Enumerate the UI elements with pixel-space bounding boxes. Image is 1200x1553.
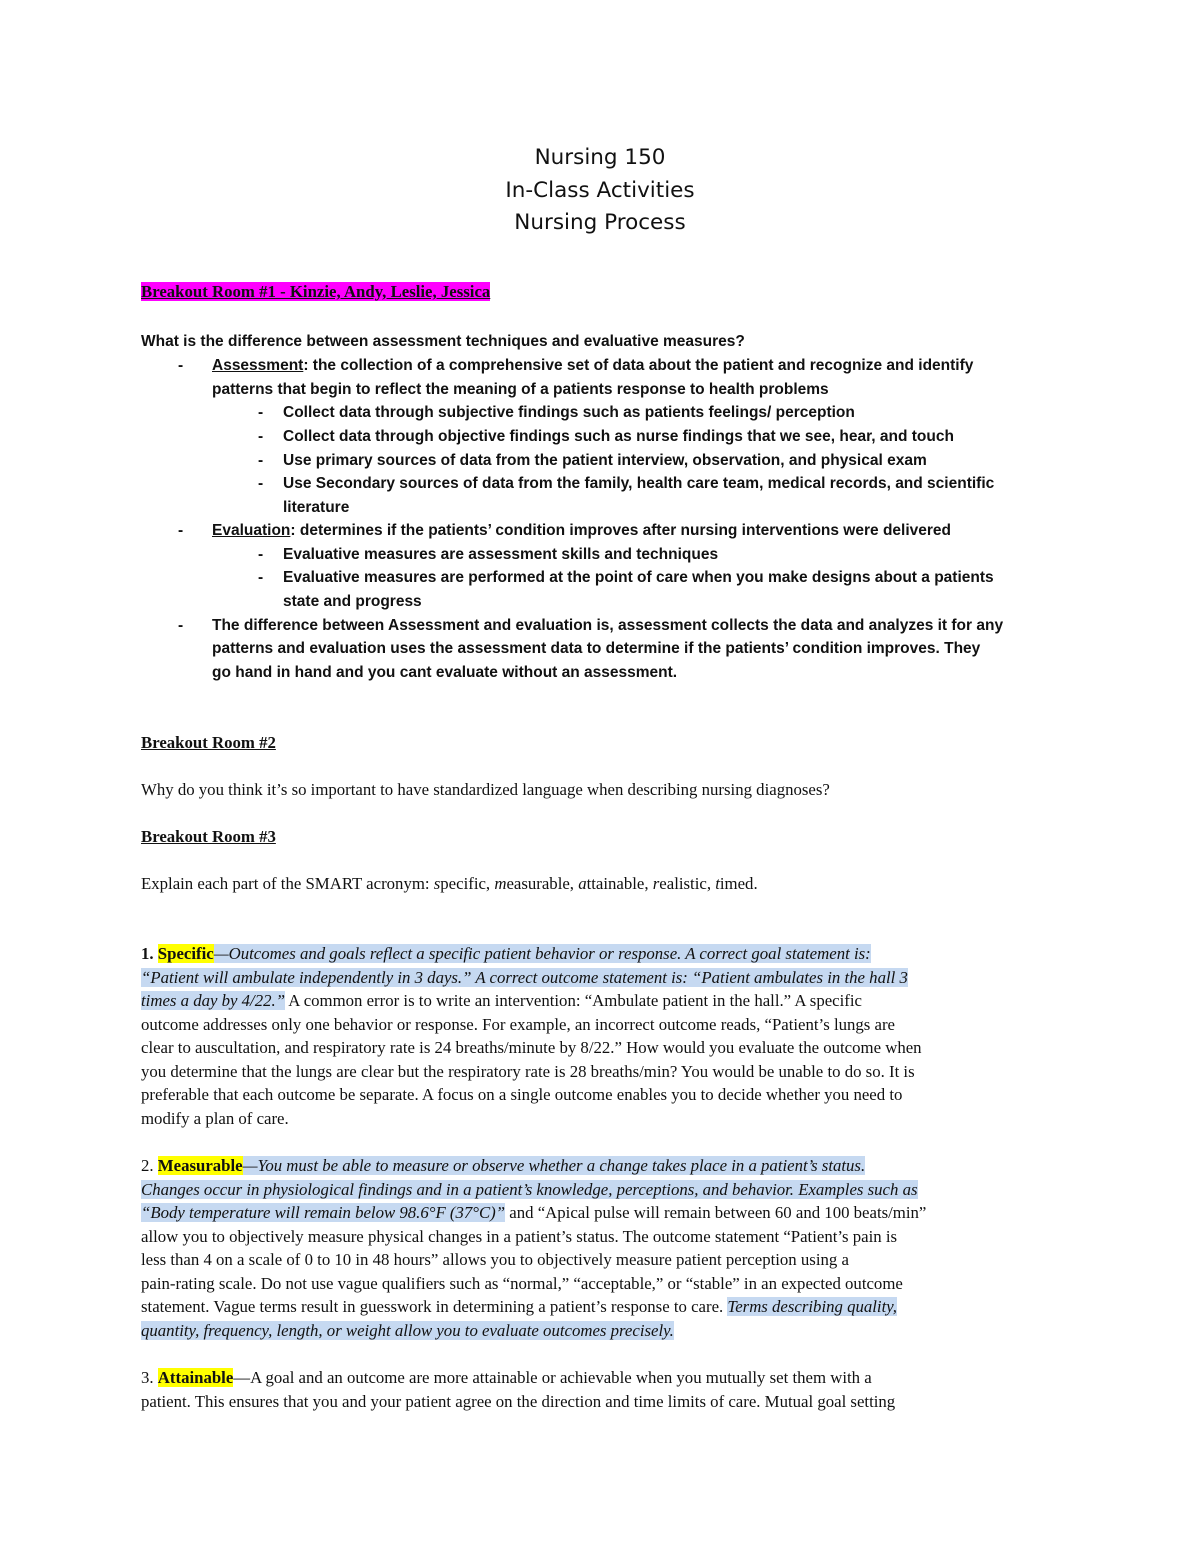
- specific-line-3: times a day by 4/22.” A common error is to write an intervention: “Ambulate patient in the hall.” A specific: [141, 991, 862, 1010]
- breakout-room-2-heading: Breakout Room #2: [141, 733, 276, 752]
- measurable-line-7: statement. Vague terms result in guesswork in determining a patient’s response to care. Terms describing quality,: [141, 1297, 897, 1316]
- dash: -: [258, 404, 264, 421]
- measurable-line-1: 2. Measurable—You must be able to measure or observe whether a change takes place in a patient’s status.: [141, 1156, 866, 1175]
- room1-question: What is the difference between assessment techniques and evaluative measures?: [141, 333, 745, 350]
- measurable-line-5: less than 4 on a scale of 0 to 10 in 48 hours” allows you to objectively measure patient perception using a: [141, 1250, 849, 1269]
- difference-bullet-cont: go hand in hand and you cant evaluate without an assessment.: [212, 664, 678, 681]
- attainable-line-2: patient. This ensures that you and your patient agree on the direction and time limits of care. Mutual goal setting: [141, 1392, 896, 1411]
- specific-line-2: “Patient will ambulate independently in 3 days.” A correct outcome statement is: “Patient ambulates in the hall 3: [141, 968, 908, 987]
- measurable-line-6: pain-rating scale. Do not use vague qualifiers such as “normal,” “acceptable,” or “stable” in an expected outcome: [141, 1274, 903, 1293]
- evaluation-bullet: Evaluation: determines if the patients’ condition improves after nursing interventions were delivered: [212, 522, 952, 539]
- specific-line-6: you determine that the lungs are clear but the respiratory rate is 28 breaths/min? You would be unable to do so. It is: [141, 1062, 915, 1081]
- dash: -: [258, 475, 264, 492]
- breakout-room-1-heading: Breakout Room #1 - Kinzie, Andy, Leslie, Jessica: [141, 282, 491, 301]
- document-title: [0, 142, 1200, 240]
- assessment-bullet-cont: patterns that begin to reflect the meaning of a patients response to health problems: [212, 381, 829, 398]
- evaluation-subitem: Evaluative measures are assessment skills and techniques: [283, 546, 719, 563]
- assessment-subitem-cont: literature: [283, 499, 350, 516]
- difference-bullet-cont: patterns and evaluation uses the assessment data to determine if the patients’ condition improves. They: [212, 640, 981, 657]
- measurable-line-8: quantity, frequency, length, or weight allow you to evaluate outcomes precisely.: [141, 1321, 674, 1340]
- dash: -: [258, 569, 264, 586]
- course-title: Nursing 150: [534, 145, 666, 170]
- dash: -: [178, 522, 184, 539]
- specific-line-7: preferable that each outcome be separate. A focus on a single outcome enables you to decide whether you need to: [141, 1085, 903, 1104]
- assessment-subitem: Collect data through subjective findings such as patients feelings/ perception: [283, 404, 855, 421]
- topic-title: Nursing Process: [514, 210, 686, 235]
- assessment-subitem: Use primary sources of data from the patient interview, observation, and physical exam: [283, 452, 927, 469]
- dash: -: [178, 357, 184, 374]
- dash: -: [258, 428, 264, 445]
- attainable-line-1: 3. Attainable—A goal and an outcome are more attainable or achievable when you mutually set them with a: [141, 1368, 872, 1387]
- evaluation-subitem: Evaluative measures are performed at the point of care when you make designs about a patients: [283, 569, 994, 586]
- assessment-bullet: Assessment: the collection of a comprehensive set of data about the patient and recognize and identify: [212, 357, 974, 374]
- measurable-label: Measurable: [157, 1156, 243, 1175]
- specific-line-5: clear to auscultation, and respiratory rate is 24 breaths/minute by 8/22.” How would you evaluate the outcome when: [141, 1038, 922, 1057]
- measurable-line-4: allow you to objectively measure physical changes in a patient’s status. The outcome statement “Patient’s pain is: [141, 1227, 898, 1246]
- measurable-line-3: “Body temperature will remain below 98.6°F (37°C)” and “Apical pulse will remain between 60 and 100 beats/min”: [141, 1203, 927, 1222]
- breakout-room-3-heading: Breakout Room #3: [141, 827, 276, 846]
- dash: -: [258, 452, 264, 469]
- dash: -: [258, 546, 264, 563]
- specific-label: Specific: [157, 944, 214, 963]
- measurable-line-2: Changes occur in physiological findings and in a patient’s knowledge, perceptions, and behavior. Examples such as: [141, 1180, 918, 1199]
- smart-prompt: Explain each part of the SMART acronym: specific, measurable, attainable, realistic, timed.: [141, 874, 758, 893]
- assessment-subitem: Use Secondary sources of data from the family, health care team, medical records, and scientific: [283, 475, 995, 492]
- specific-line-4: outcome addresses only one behavior or response. For example, an incorrect outcome reads, “Patient’s lungs are: [141, 1015, 895, 1034]
- room2-question: Why do you think it’s so important to have standardized language when describing nursing diagnoses?: [141, 780, 830, 799]
- assessment-subitem: Collect data through objective findings such as nurse findings that we see, hear, and touch: [283, 428, 954, 445]
- dash: -: [178, 617, 184, 634]
- difference-bullet: The difference between Assessment and evaluation is, assessment collects the data and analyzes it for any: [212, 617, 1004, 634]
- specific-line-8: modify a plan of care.: [141, 1109, 289, 1128]
- evaluation-subitem-cont: state and progress: [283, 593, 422, 610]
- activity-title: In-Class Activities: [505, 177, 695, 203]
- attainable-label: Attainable: [157, 1368, 234, 1387]
- specific-line-1: 1. Specific—Outcomes and goals reflect a specific patient behavior or response. A correct goal statement is:: [141, 944, 871, 963]
